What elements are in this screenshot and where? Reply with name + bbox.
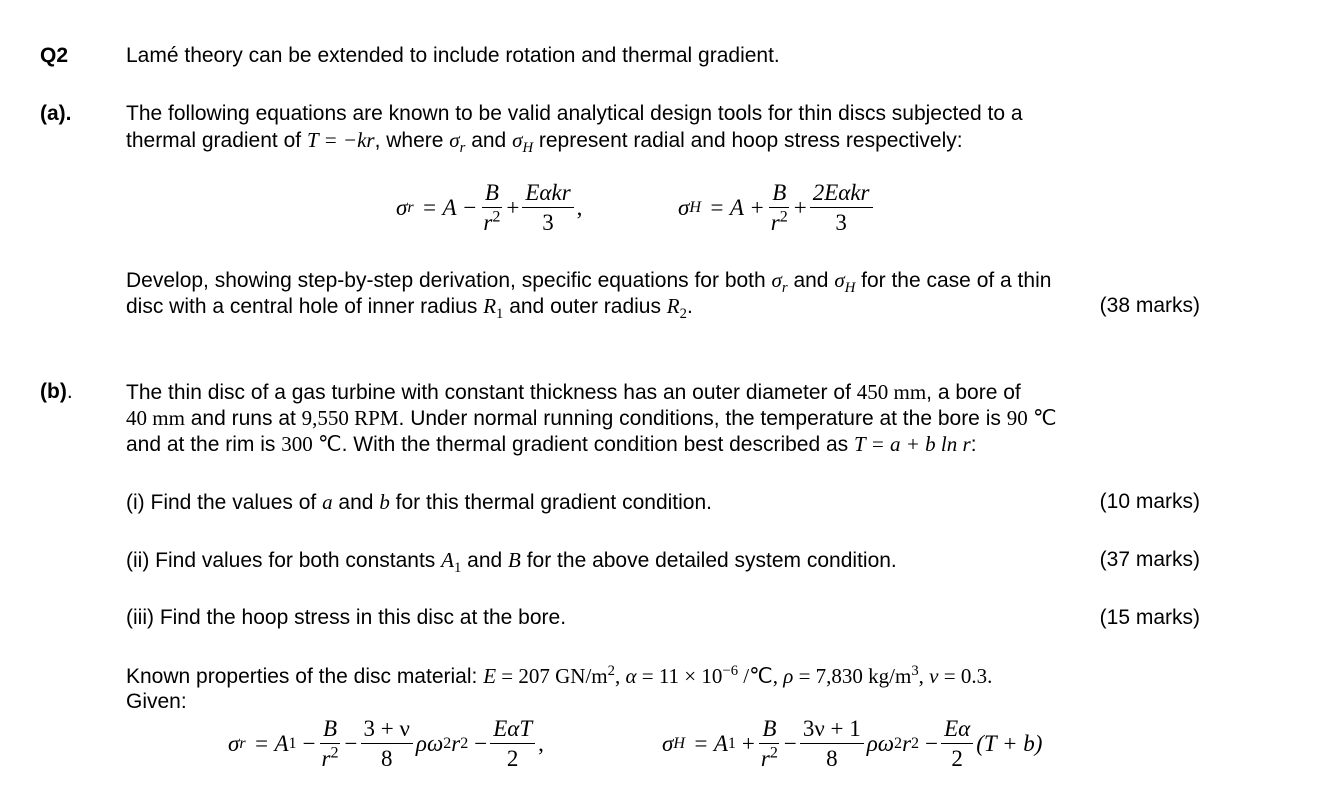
material-properties: Known properties of the disc material: E = 207 $GN/m^2$, $\alpha = 11 \times 10^{-6}$ /℃, ρ = 7,830 $kg/m^3$, ν = 0.3. bbox=[126, 663, 993, 688]
part-a-line2: thermal gradient of T = −kr, where $\sigma_r$ and $\sigma_H$ represent radial and hoop stress respectively: bbox=[126, 128, 963, 157]
question-intro: Lamé theory can be extended to include rotation and thermal gradient. bbox=[126, 44, 780, 67]
subquestion-i-marks: (10 marks) bbox=[1099, 490, 1200, 513]
part-b-line1: The thin disc of a gas turbine with constant thickness has an outer diameter of 450 mm, a bore of bbox=[126, 380, 1021, 404]
part-b-label: (b). bbox=[40, 380, 73, 403]
given-label: Given: bbox=[126, 690, 187, 713]
part-a-marks: (38 marks) bbox=[1099, 294, 1200, 317]
part-a-develop-line1: Develop, showing step-by-step derivation, specific equations for both $\sigma_r$ and $\sigma_H$ for the case of a thin bbox=[126, 268, 1052, 297]
subquestion-iii: (iii) Find the hoop stress in this disc at the bore. bbox=[126, 606, 567, 629]
subquestion-ii-marks: (37 marks) bbox=[1099, 548, 1200, 571]
part-a-label: (a). bbox=[40, 102, 72, 125]
part-a-develop-line2: disc with a central hole of inner radius $R_1$ and outer radius $R_2$. bbox=[126, 294, 693, 323]
subquestion-i: (i) Find the values of a and b for this thermal gradient condition. bbox=[126, 490, 712, 514]
equation-radial-stress-a: σ r = A − $\frac{B}{r^2}$ + $\frac{\text{Eαkr}}{3}$ , bbox=[396, 180, 583, 236]
subquestion-ii: (ii) Find values for both constants $A_1$ and B for the above detailed system condition. bbox=[126, 548, 897, 577]
question-number: Q2 bbox=[40, 44, 69, 67]
part-b-line2: 40 mm and runs at 9,550 RPM. Under normal running conditions, the temperature at the bore is 90 ℃ bbox=[126, 406, 1057, 430]
equation-hoop-stress-b: σ H = A 1 + $\frac{B}{r^2}$ − $\frac{3\nu + 1}{8}$ ρω 2 r 2 − $\frac{E\alpha}{2}$ (T + b) bbox=[662, 716, 1043, 772]
part-a-line1: The following equations are known to be valid analytical design tools for thin discs subjected to a bbox=[126, 102, 1023, 125]
part-b-line3: and at the rim is 300 ℃. With the thermal gradient condition best described as T = a + b ln r: bbox=[126, 432, 977, 456]
subquestion-iii-marks: (15 marks) bbox=[1099, 606, 1200, 629]
equation-hoop-stress-a: σ H = A + $\frac{B}{r^2}$ + $\frac{\text{2Eαkr}}{3}$ bbox=[678, 180, 876, 236]
equation-radial-stress-b: σ r = A 1 − $\frac{B}{r^2}$ − $\frac{3 + \nu}{8}$ ρω 2 r 2 − $\frac{\text{EαT}}{2}$ , bbox=[228, 716, 544, 772]
